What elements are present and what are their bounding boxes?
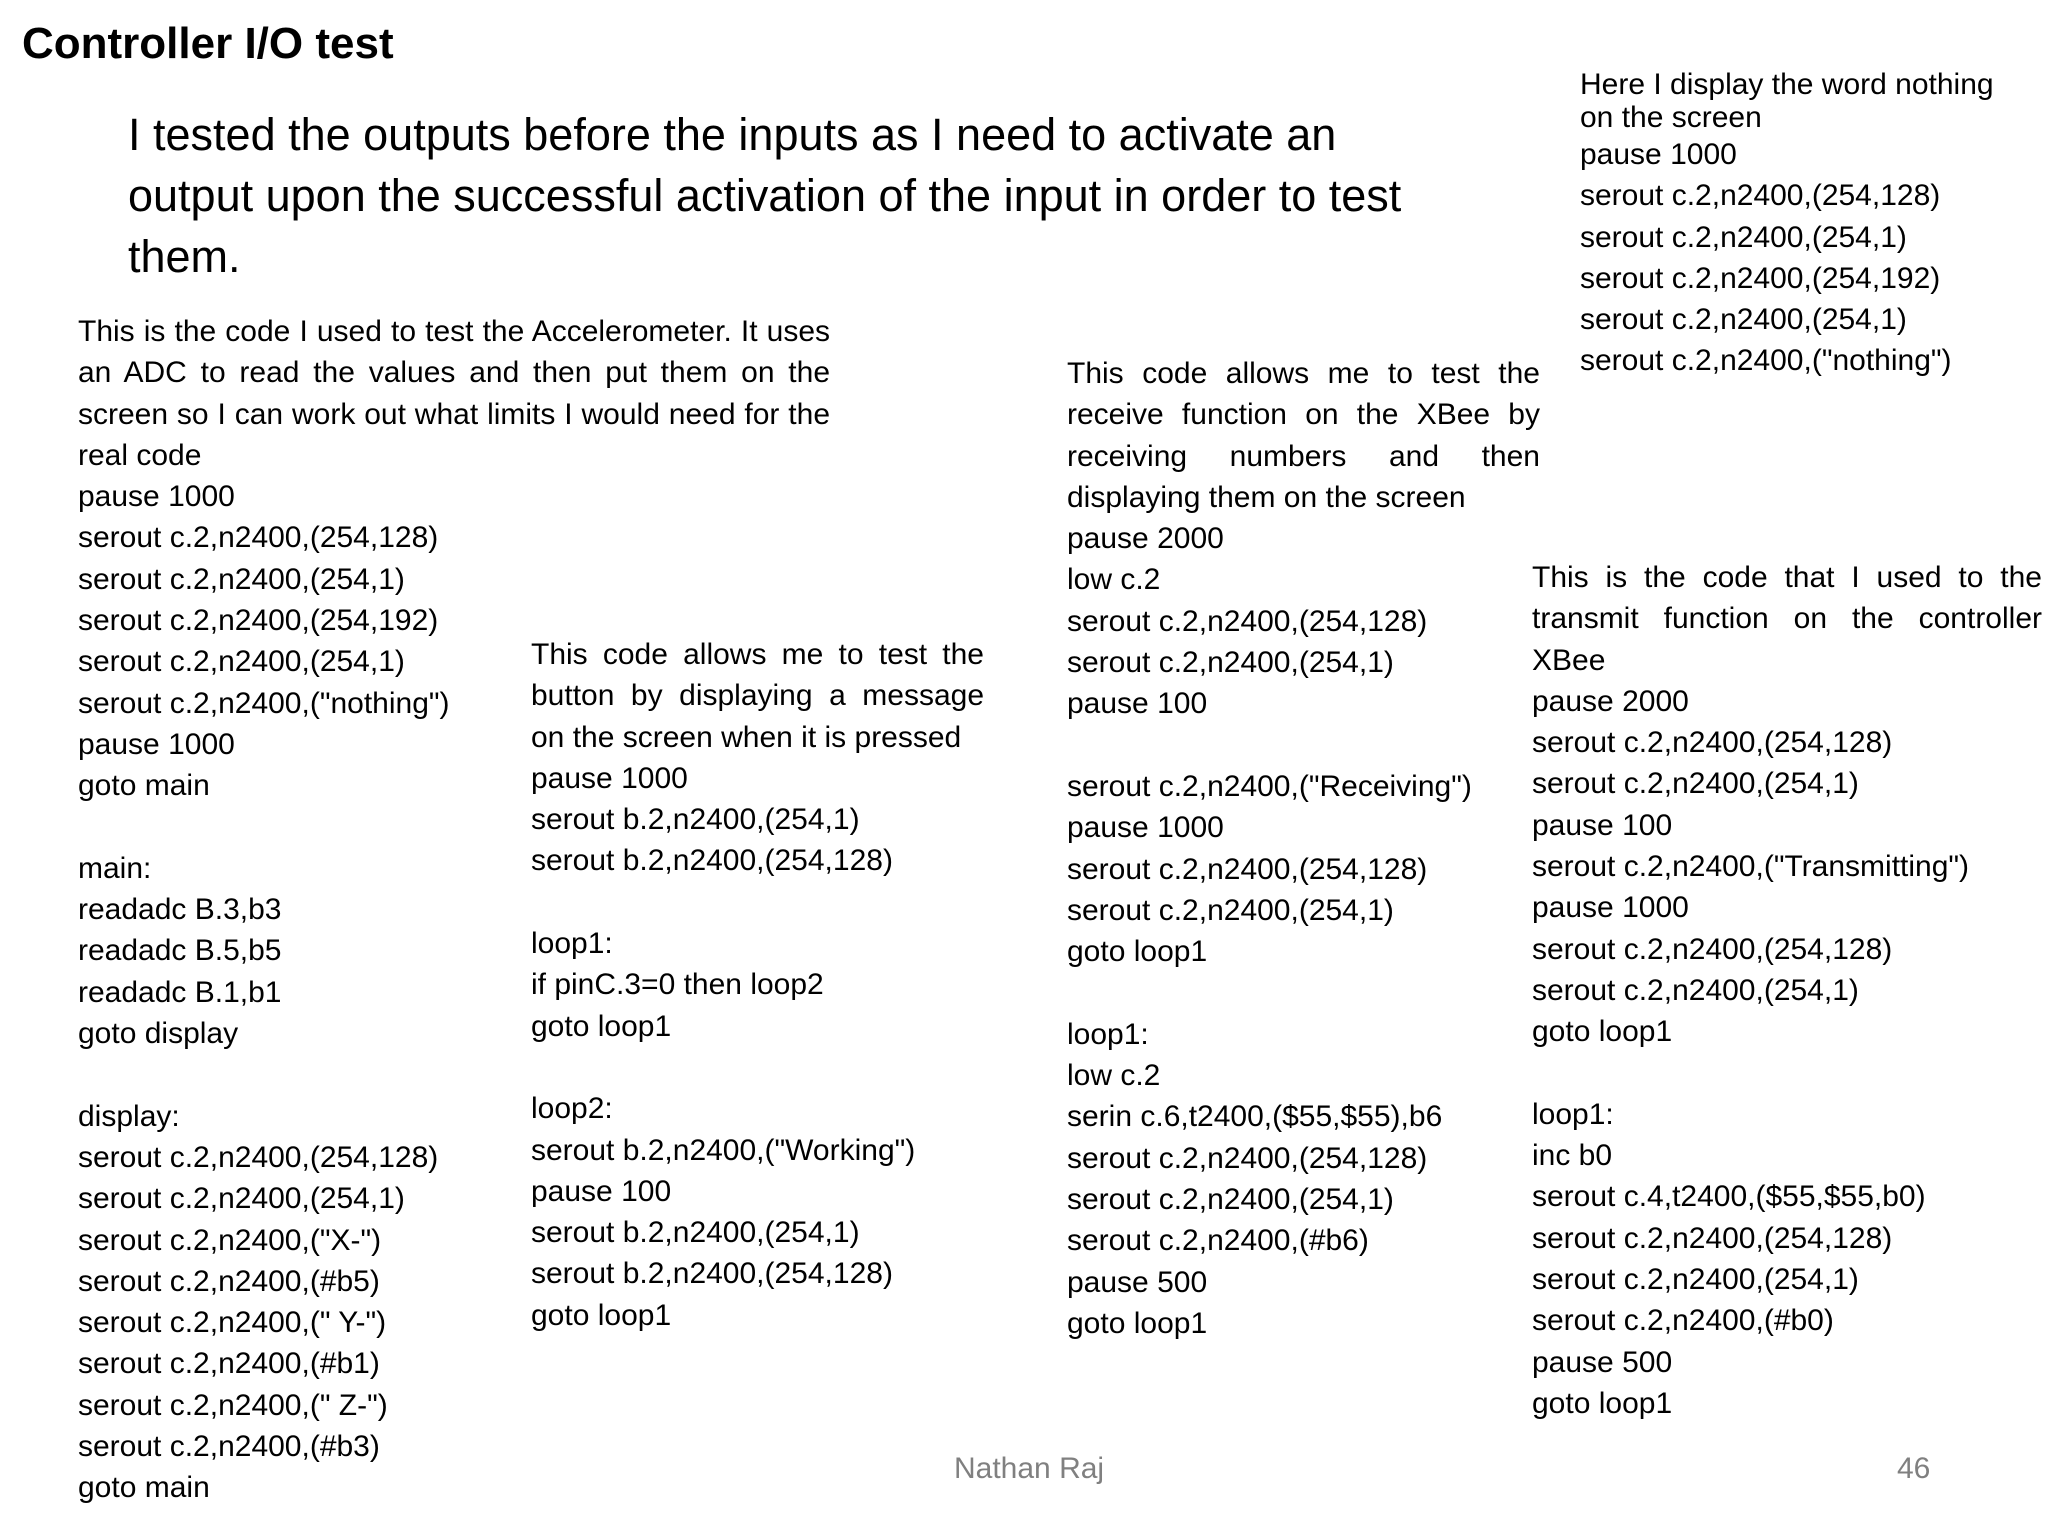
code-line: serout c.2,n2400,(254,1) xyxy=(1580,220,1907,254)
code-line: serout c.2,n2400,(254,128) xyxy=(78,521,439,555)
code-line: display: xyxy=(78,1099,180,1133)
code-line: goto loop1 xyxy=(1532,1386,1673,1420)
code-line: serout c.2,n2400,(" Y-") xyxy=(78,1306,387,1340)
code-line: loop1: xyxy=(531,927,613,961)
code-line: pause 100 xyxy=(531,1174,672,1208)
transmit-description: This is the code that I used to the transmit function on the controller XBee xyxy=(1532,561,2042,677)
code-line: main: xyxy=(78,851,152,885)
code-line: serout c.2,n2400,(#b5) xyxy=(78,1264,380,1298)
intro-paragraph: I tested the outputs before the inputs as I need to activate an output upon the successful activation of the input in order to test them. xyxy=(128,109,1402,282)
code-line: readadc B.3,b3 xyxy=(78,893,282,927)
blank-line xyxy=(1067,725,1540,766)
code-line: pause 2000 xyxy=(1067,522,1224,556)
receive-code xyxy=(1067,518,1540,1344)
code-line: pause 500 xyxy=(1067,1265,1208,1299)
code-line: serout c.2,n2400,("nothing") xyxy=(78,686,450,720)
transmit-code xyxy=(1532,681,2042,1424)
code-line: serout c.2,n2400,(254,128) xyxy=(1067,1141,1428,1175)
blank-line xyxy=(531,882,984,923)
code-line: serout c.2,n2400,(254,128) xyxy=(1580,179,1941,213)
code-line: serout c.2,n2400,(254,128) xyxy=(78,1140,439,1174)
code-line: serout c.2,n2400,(254,128) xyxy=(1532,932,1893,966)
code-line: on the screen xyxy=(1580,101,1762,134)
code-line: serout c.2,n2400,(#b6) xyxy=(1067,1224,1369,1258)
code-line: readadc B.5,b5 xyxy=(78,934,282,968)
blank-line xyxy=(531,1047,984,1088)
code-line: low c.2 xyxy=(1067,563,1161,597)
code-line: serout c.2,n2400,(#b3) xyxy=(78,1430,380,1464)
display-code-block xyxy=(1580,68,2030,382)
code-line: if pinC.3=0 then loop2 xyxy=(531,968,824,1002)
code-line: goto loop1 xyxy=(531,1009,672,1043)
code-line: inc b0 xyxy=(1532,1139,1613,1173)
code-line: pause 1000 xyxy=(1580,138,1737,171)
code-line: goto loop1 xyxy=(1532,1015,1673,1049)
code-line: readadc B.1,b1 xyxy=(78,975,282,1009)
code-line: pause 1000 xyxy=(78,727,235,761)
code-line: goto loop1 xyxy=(1067,935,1208,969)
code-line: serout c.2,n2400,(254,1) xyxy=(78,1182,405,1216)
code-line: serout c.2,n2400,(254,1) xyxy=(1532,973,1859,1007)
code-line: pause 2000 xyxy=(1532,684,1689,718)
code-line: serout c.4,t2400,($55,$55,b0) xyxy=(1532,1180,1926,1214)
code-line: goto loop1 xyxy=(1067,1306,1208,1340)
code-line: serin c.6,t2400,($55,$55),b6 xyxy=(1067,1100,1443,1134)
display-code xyxy=(1580,134,2030,382)
code-line: serout c.2,n2400,(254,128) xyxy=(1532,1221,1893,1255)
transmit-code-block xyxy=(1532,557,2042,1424)
display-description xyxy=(1580,68,2030,134)
code-line: serout c.2,n2400,("X-") xyxy=(78,1223,382,1257)
code-line: goto main xyxy=(78,769,210,803)
code-line: serout c.2,n2400,(" Z-") xyxy=(78,1388,388,1422)
code-line: serout b.2,n2400,(254,1) xyxy=(531,1216,860,1250)
code-line: serout b.2,n2400,(254,1) xyxy=(531,803,860,837)
code-line: serout c.2,n2400,(254,1) xyxy=(1067,1182,1394,1216)
code-line: loop1: xyxy=(1067,1017,1149,1051)
code-line: pause 100 xyxy=(1532,808,1673,842)
code-line: goto main xyxy=(78,1471,210,1505)
code-line: serout c.2,n2400,(254,1) xyxy=(1067,893,1394,927)
code-line: Here I display the word nothing xyxy=(1580,68,1994,101)
code-line: goto display xyxy=(78,1017,239,1051)
code-line: serout c.2,n2400,(#b1) xyxy=(78,1347,380,1381)
code-line: pause 1000 xyxy=(78,480,235,514)
code-line: serout c.2,n2400,(254,1) xyxy=(1067,646,1394,680)
receive-description: This code allows me to test the receive function on the XBee by receiving numbers and then displaying them on the screen xyxy=(1067,357,1540,514)
footer-author: Nathan Raj xyxy=(954,1452,1105,1485)
code-line: serout c.2,n2400,(254,1) xyxy=(1532,1263,1859,1297)
code-line: serout c.2,n2400,(254,1) xyxy=(1580,303,1907,337)
button-code xyxy=(531,758,984,1336)
code-line: loop2: xyxy=(531,1092,613,1126)
code-line: loop1: xyxy=(1532,1097,1614,1131)
code-line: serout c.2,n2400,("nothing") xyxy=(1580,344,1952,378)
code-line: serout c.2,n2400,(254,192) xyxy=(78,604,439,638)
code-line: serout c.2,n2400,(254,1) xyxy=(1532,767,1859,801)
accelerometer-description: This is the code I used to test the Accelerometer. It uses an ADC to read the values and then put them on the screen so I can work out what limits I would need for the real code xyxy=(78,315,830,472)
code-line: low c.2 xyxy=(1067,1059,1161,1093)
code-line: pause 1000 xyxy=(531,761,688,795)
code-line: serout c.2,n2400,(254,128) xyxy=(1067,852,1428,886)
code-line: serout b.2,n2400,(254,128) xyxy=(531,1257,893,1291)
button-description: This code allows me to test the button by displaying a message on the screen when it is pressed xyxy=(531,638,984,754)
code-line: serout c.2,n2400,("Transmitting") xyxy=(1532,850,1970,884)
code-line: serout b.2,n2400,("Working") xyxy=(531,1133,916,1167)
code-line: pause 100 xyxy=(1067,687,1208,721)
blank-line xyxy=(1532,1053,2042,1094)
code-line: serout c.2,n2400,(254,128) xyxy=(1067,604,1428,638)
code-line: goto loop1 xyxy=(531,1298,672,1332)
code-line: serout c.2,n2400,(254,1) xyxy=(78,562,405,596)
receive-code-block xyxy=(1067,353,1540,1344)
code-line: serout c.2,n2400,(254,1) xyxy=(78,645,405,679)
code-line: serout c.2,n2400,(254,128) xyxy=(1532,726,1893,760)
code-line: serout b.2,n2400,(254,128) xyxy=(531,844,893,878)
code-line: pause 500 xyxy=(1532,1345,1673,1379)
code-line: pause 1000 xyxy=(1532,891,1689,925)
slide-title: Controller I/O test xyxy=(22,19,394,68)
page-number: 46 xyxy=(1897,1452,1931,1485)
button-code-block xyxy=(531,634,984,1336)
code-line: serout c.2,n2400,(#b0) xyxy=(1532,1304,1834,1338)
code-line: serout c.2,n2400,("Receiving") xyxy=(1067,769,1472,803)
blank-line xyxy=(1067,972,1540,1013)
code-line: serout c.2,n2400,(254,192) xyxy=(1580,261,1941,295)
code-line: pause 1000 xyxy=(1067,811,1224,845)
